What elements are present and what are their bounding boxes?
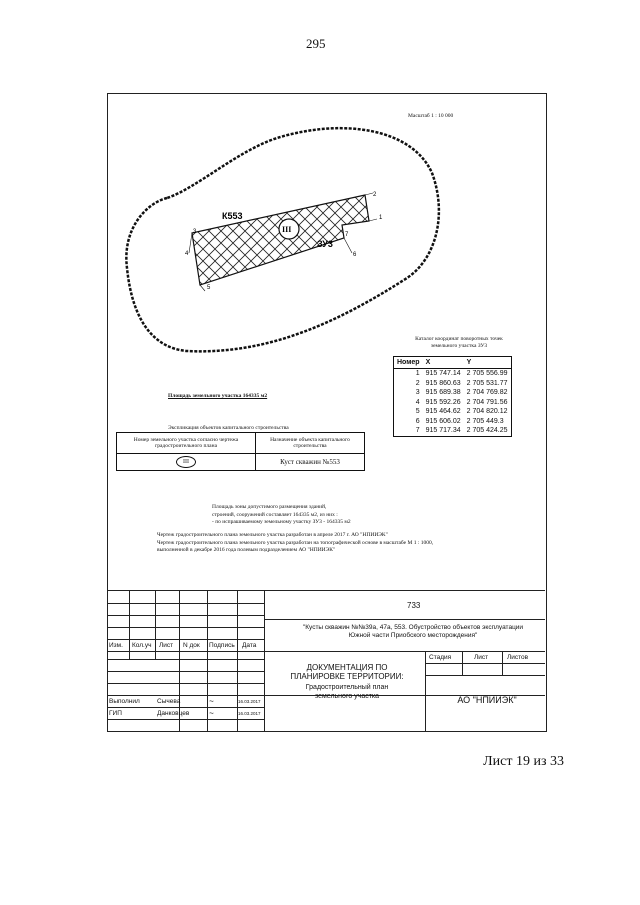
col-data: Дата bbox=[242, 642, 257, 649]
explication-table bbox=[116, 432, 365, 471]
col-podpis: Подпись bbox=[209, 642, 235, 649]
cell-y: 2 705 449.3 bbox=[466, 417, 504, 425]
explication-row-name: Куст скважин №553 bbox=[256, 454, 365, 471]
table-row bbox=[394, 398, 512, 408]
cell-x: 915 606.02 bbox=[425, 417, 461, 425]
date-gip: 16.03.2017 bbox=[238, 711, 261, 716]
cell-num: 3 bbox=[415, 389, 420, 397]
explication-row-num-cell bbox=[117, 454, 256, 471]
cell-x: 915 689.38 bbox=[425, 389, 461, 397]
note-line: - по испрашиваемому земельному участку ЗУ3 - 164335 м2 bbox=[212, 519, 351, 525]
explication-col2: Назначение объекта капитального строительства bbox=[256, 433, 365, 454]
point-7: 7 bbox=[345, 232, 349, 238]
note-line: Чертеж градостроительного плана земельного участка разработан в апреле 2017 г. АО "НПИИЭК" bbox=[157, 532, 388, 538]
cell-y: 2 705 556.99 bbox=[466, 370, 508, 378]
cell-y: 2 705 531.77 bbox=[466, 379, 508, 387]
point-2: 2 bbox=[373, 192, 377, 198]
cell-x: 915 860.63 bbox=[425, 379, 461, 387]
col-kol: Кол.уч bbox=[132, 642, 152, 649]
cell-num: 5 bbox=[415, 408, 420, 416]
project-name-line2: Южной части Приобского месторождения" bbox=[348, 632, 478, 639]
cell-num: 1 bbox=[415, 370, 420, 378]
area-notes bbox=[212, 504, 351, 527]
drawing-notes bbox=[157, 532, 433, 555]
listov-label: Листов bbox=[507, 654, 529, 661]
cell-y: 2 704 791.56 bbox=[466, 398, 508, 406]
catalog-title bbox=[398, 336, 520, 350]
cell-y: 2 704 820.12 bbox=[466, 408, 508, 416]
sheet-label: Лист 19 из 33 bbox=[483, 754, 564, 769]
cell-num: 7 bbox=[415, 427, 420, 435]
point-5: 5 bbox=[207, 285, 211, 291]
catalog-title-line2: земельного участка ЗУ3 bbox=[430, 343, 488, 349]
note-line: Площадь зоны допустимого размещения зданий, bbox=[212, 504, 327, 510]
point-3: 3 bbox=[193, 229, 197, 235]
table-row bbox=[394, 379, 512, 389]
sub-title-line2: земельного участка bbox=[314, 693, 380, 700]
cell-num: 4 bbox=[415, 398, 420, 406]
col-ndok: N док bbox=[183, 642, 200, 649]
doc-title-line2: ПЛАНИРОВКЕ ТЕРРИТОРИИ: bbox=[290, 672, 404, 681]
point-1: 1 bbox=[379, 215, 383, 221]
col-x: X bbox=[423, 357, 464, 369]
table-row bbox=[394, 426, 512, 436]
list-label: Лист bbox=[474, 654, 489, 661]
sub-title bbox=[272, 683, 422, 701]
label-k553: К553 bbox=[222, 211, 243, 221]
date-executor: 16.03.2017 bbox=[238, 699, 261, 704]
col-y: Y bbox=[464, 357, 511, 369]
signature-gip: ~ bbox=[209, 709, 214, 718]
project-name bbox=[282, 624, 544, 640]
table-row bbox=[394, 369, 512, 379]
note-line: строений, сооружений составляет 164335 м2, из них : bbox=[212, 511, 338, 518]
organization: АО "НПИИЭК" bbox=[457, 695, 517, 705]
doc-title-line1: ДОКУМЕНТАЦИЯ ПО bbox=[306, 663, 388, 672]
table-row bbox=[394, 417, 512, 427]
explication-col1: Номер земельного участка согласно чертежа градостроительного плана bbox=[117, 433, 256, 454]
cell-num: 2 bbox=[415, 379, 420, 387]
cell-x: 915 592.26 bbox=[425, 398, 461, 406]
note-line: выполненной в декабре 2016 года полевым подразделением АО "НПИИЭК" bbox=[157, 547, 336, 553]
cell-x: 915 717.34 bbox=[425, 427, 461, 435]
table-row bbox=[394, 407, 512, 417]
label-zu3: ЗУ3 bbox=[317, 239, 333, 249]
cell-x: 915 464.62 bbox=[425, 408, 461, 416]
table-row bbox=[394, 388, 512, 398]
title-block bbox=[107, 590, 545, 731]
point-4: 4 bbox=[185, 251, 189, 257]
project-name-line1: "Кусты скважин №№39а, 47а, 553. Обустройство объектов эксплуатации bbox=[302, 624, 524, 631]
col-number: Номер bbox=[394, 357, 423, 369]
cell-y: 2 705 424.25 bbox=[466, 427, 508, 435]
col-izm: Изм. bbox=[109, 642, 123, 649]
area-title: Площадь земельного участка 164335 м2 bbox=[168, 393, 268, 399]
role-gip: ГИП bbox=[109, 710, 122, 717]
name-executor: Сычева bbox=[157, 698, 181, 705]
label-iii: III bbox=[282, 225, 292, 234]
parcel-number-badge: III bbox=[176, 456, 196, 468]
parcel-zu3 bbox=[192, 195, 369, 285]
cell-y: 2 704 769.82 bbox=[466, 389, 508, 397]
stadiya-label: Стадия bbox=[429, 654, 452, 661]
explication-title: Экспликация объектов капитального строительства bbox=[168, 425, 289, 431]
catalog-title-line1: Каталог координат поворотных точек bbox=[415, 336, 503, 342]
map-scale: Масштаб 1 : 10 000 bbox=[408, 113, 454, 119]
cell-x: 915 747.14 bbox=[425, 370, 461, 378]
sub-title-line1: Градостроительный план bbox=[305, 684, 389, 691]
name-gip: Данковцев bbox=[157, 710, 190, 717]
page-number: 295 bbox=[306, 36, 326, 51]
note-line: Чертеж градостроительного плана земельного участка разработан на топографической основе в масштабе М 1 : 1000, bbox=[157, 539, 434, 546]
coordinates-table bbox=[393, 356, 512, 437]
cell-num: 6 bbox=[415, 417, 420, 425]
doc-title bbox=[272, 663, 422, 681]
signature-executor: ~ bbox=[209, 697, 214, 706]
role-executor: Выполнил bbox=[109, 698, 140, 705]
point-6: 6 bbox=[353, 252, 357, 258]
col-list: Лист bbox=[159, 642, 174, 649]
project-code: 733 bbox=[407, 601, 421, 610]
